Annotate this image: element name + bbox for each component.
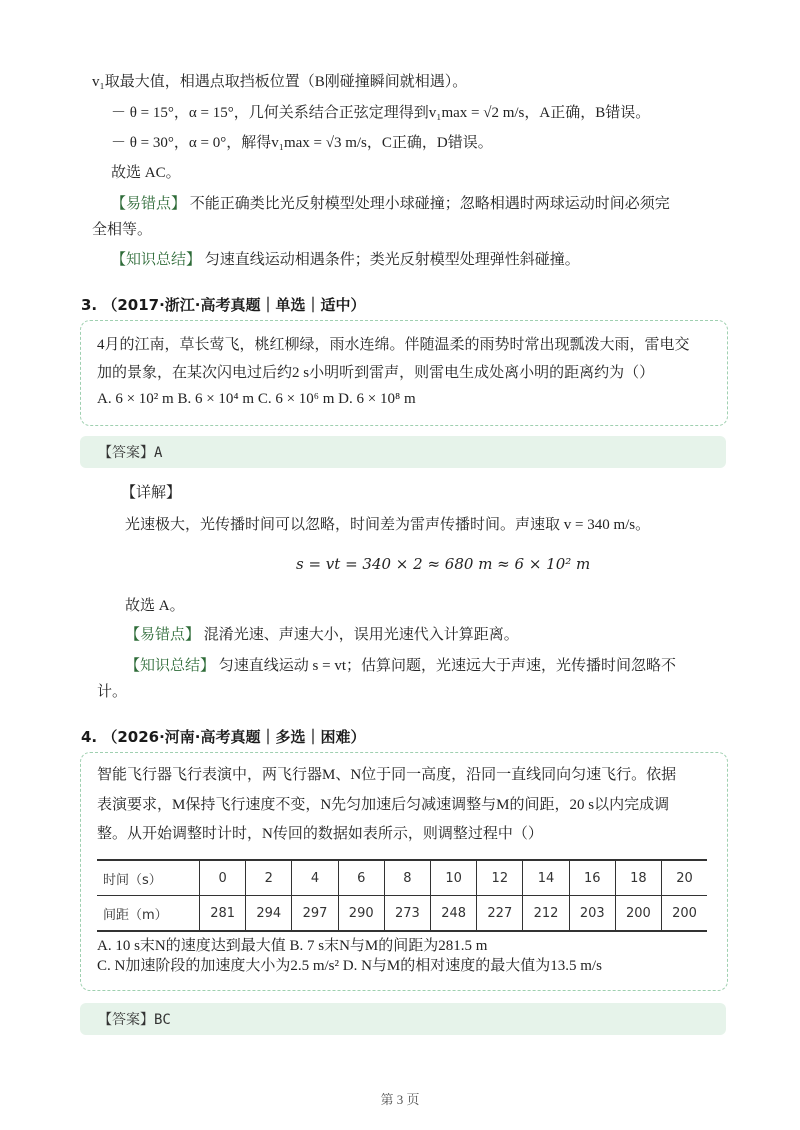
question-3-detail-label: 【详解】 — [121, 485, 182, 501]
table-cell: 290 — [338, 896, 384, 932]
table-cell: 273 — [384, 896, 430, 932]
table-cell: 时间（s） — [97, 860, 200, 896]
error-label: 【易错点】 — [111, 196, 187, 212]
table-cell: 14 — [523, 860, 569, 896]
table-row — [97, 896, 707, 932]
summary-label: 【知识总结】 — [111, 252, 202, 268]
table-cell: 20 — [662, 860, 707, 896]
question-4-options-1: A. 10 s末N的速度达到最大值 B. 7 s末N与M的间距为281.5 m — [97, 938, 488, 954]
table-row — [97, 860, 707, 896]
summary-text: 匀速直线运动 s = vt；估算问题，光速远大于声速，光传播时间忽略不 — [218, 658, 676, 674]
table-cell: 212 — [523, 896, 569, 932]
prev-summary — [111, 249, 580, 271]
table-cell: 200 — [662, 896, 707, 932]
question-4-stem-2: 表演要求，M保持飞行速度不变，N先匀加速后匀减速调整与M的间距，20 s以内完成调 — [97, 797, 670, 813]
table-cell: 2 — [246, 860, 292, 896]
table-cell: 18 — [615, 860, 661, 896]
question-3-summary-line-1 — [125, 655, 676, 677]
summary-text: 匀速直线运动相遇条件；类光反射模型处理弹性斜碰撞。 — [204, 252, 580, 268]
question-3-options: A. 6 × 10² m B. 6 × 10⁴ m C. 6 × 10⁶ m D. 6 × 10⁸ m — [97, 391, 416, 407]
table-cell: 间距（m） — [97, 896, 200, 932]
question-4-answer-bar — [80, 1003, 726, 1035]
table-cell: 6 — [338, 860, 384, 896]
table-cell: 16 — [569, 860, 615, 896]
question-4-options-2: C. N加速阶段的加速度大小为2.5 m/s² D. N与M的相对速度的最大值为13.5 m/s — [97, 958, 602, 974]
error-label: 【易错点】 — [125, 627, 201, 643]
table-cell: 10 — [431, 860, 477, 896]
prev-error-line-1 — [111, 193, 670, 215]
table-cell: 203 — [569, 896, 615, 932]
prev-error-line-2: 全相等。 — [92, 222, 153, 238]
question-3-answer: 【答案】A — [98, 445, 163, 461]
table-cell: 12 — [477, 860, 523, 896]
table-cell: 294 — [246, 896, 292, 932]
question-4-stem-1: 智能飞行器飞行表演中，两飞行器M、N位于同一高度，沿同一直线同向匀速飞行。依据 — [97, 767, 677, 783]
table-cell: 281 — [200, 896, 246, 932]
question-3-formula: s = vt = 340 × 2 ≈ 680 m ≈ 6 × 10² m — [296, 555, 591, 573]
question-4-answer: 【答案】BC — [98, 1012, 171, 1028]
summary-label: 【知识总结】 — [125, 658, 216, 674]
table-cell: 227 — [477, 896, 523, 932]
table-cell: 4 — [292, 860, 338, 896]
prev-solution-line-2: － θ = 15°，α = 15°，几何关系结合正弦定理得到v₁max = √2 m/s，A正确，B错误。 — [111, 105, 651, 121]
error-text: 不能正确类比光反射模型处理小球碰撞；忽略相遇时两球运动时间必须完 — [189, 196, 670, 212]
question-3-detail-text: 光速极大，光传播时间可以忽略，时间差为雷声传播时间。声速取 v = 340 m/s。 — [125, 517, 651, 533]
question-3-error — [125, 624, 519, 646]
question-3-conclusion: 故选 A。 — [125, 598, 185, 614]
data-table — [97, 859, 707, 932]
question-3-stem-1: 4月的江南，草长莺飞，桃红柳绿，雨水连绵。伴随温柔的雨势时常出现瓢泼大雨，雷电交 — [97, 337, 690, 353]
question-3-answer-bar — [80, 436, 726, 468]
table-cell: 297 — [292, 896, 338, 932]
table-cell: 0 — [200, 860, 246, 896]
table-cell: 200 — [615, 896, 661, 932]
table-cell: 248 — [431, 896, 477, 932]
prev-conclusion: 故选 AC。 — [111, 165, 181, 181]
prev-solution-line-3: － θ = 30°，α = 0°，解得v₁max = √3 m/s，C正确，D错误。 — [111, 135, 493, 151]
question-4-heading: 4. （2026·河南·高考真题｜多选｜困难） — [81, 728, 366, 746]
question-3-summary-line-2: 计。 — [97, 684, 128, 700]
question-4-stem-3: 整。从开始调整时计时，N传回的数据如表所示，则调整过程中（） — [97, 826, 543, 842]
question-3-stem-2: 加的景象，在某次闪电过后约2 s小明听到雷声，则雷电生成处离小明的距离约为（） — [97, 365, 655, 381]
prev-solution-line-1: v₁取最大值，相遇点取挡板位置（B刚碰撞瞬间就相遇）。 — [92, 74, 468, 90]
error-text: 混淆光速、声速大小，误用光速代入计算距离。 — [203, 627, 519, 643]
question-3-heading: 3. （2017·浙江·高考真题｜单选｜适中） — [81, 296, 366, 314]
table-cell: 8 — [384, 860, 430, 896]
page-number: 第 3 页 — [380, 1092, 420, 1107]
